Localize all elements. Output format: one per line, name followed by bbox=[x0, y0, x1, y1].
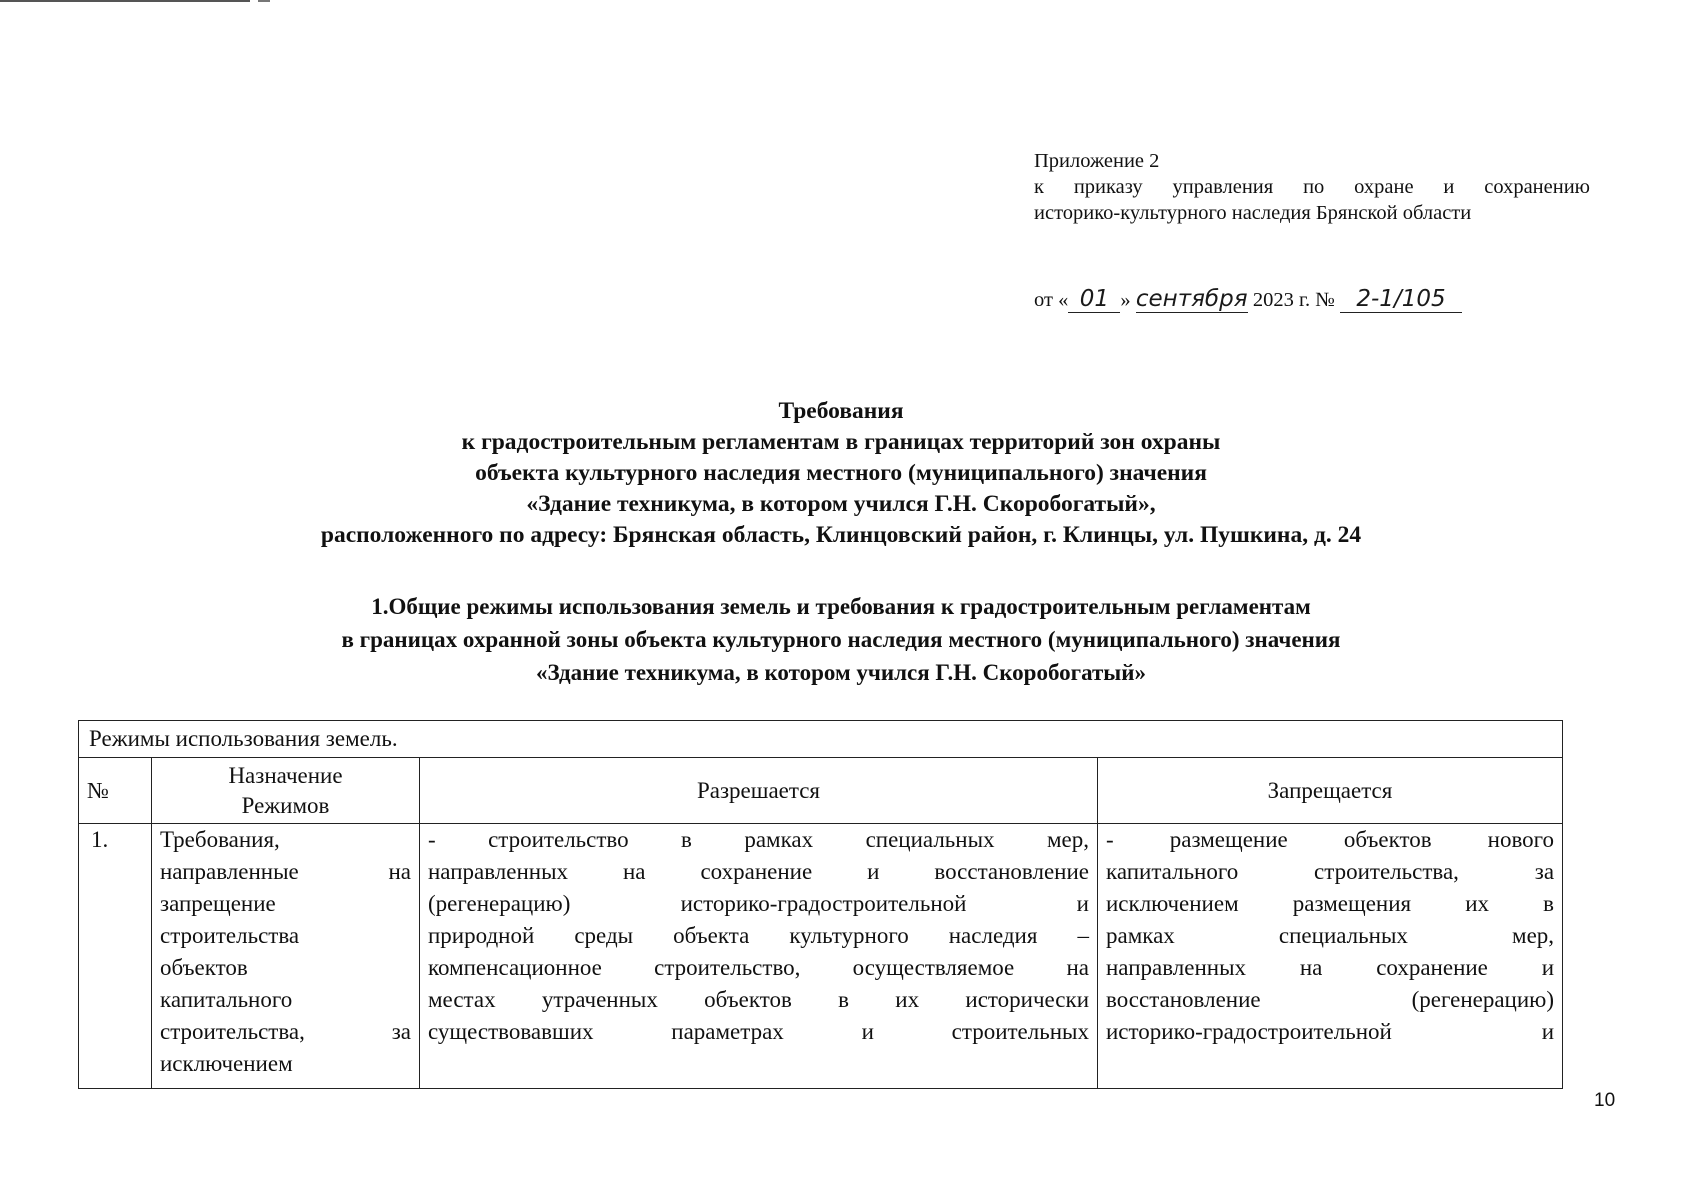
row-purpose bbox=[152, 824, 420, 1089]
title-line-5: расположенного по адресу: Брянская область, Клинцовский район, г. Клинцы, ул. Пушкина, д. 24 bbox=[320, 522, 1362, 548]
header-purpose-line-2: Режимов bbox=[241, 792, 330, 818]
header-forbidden: Запрещается bbox=[1098, 758, 1563, 824]
appendix-title: Приложение 2 bbox=[1034, 150, 1160, 172]
allowed-line: местах утраченных объектов в их исторически bbox=[428, 987, 1089, 1012]
section-line-3: «Здание техникума, в котором учился Г.Н. Скоробогатый» bbox=[535, 660, 1147, 685]
scan-artifact-mark bbox=[258, 0, 270, 2]
allowed-line: компенсационное строительство, осуществляемое на bbox=[428, 955, 1089, 980]
table-caption: Режимы использования земель. bbox=[79, 721, 1563, 758]
section-line-1: 1.Общие режимы использования земель и требования к градостроительным регламентам bbox=[371, 594, 1311, 619]
forbidden-line: капитального строительства, за bbox=[1106, 859, 1555, 884]
purpose-line: объектов bbox=[160, 955, 248, 980]
title-line-4: «Здание техникума, в котором учился Г.Н. Скоробогатый», bbox=[526, 491, 1156, 517]
forbidden-line: - размещение объектов нового bbox=[1106, 827, 1555, 852]
title-line-3: объекта культурного наследия местного (муниципального) значения bbox=[475, 460, 1207, 486]
forbidden-line: восстановление (регенерацию) bbox=[1106, 987, 1555, 1012]
page-number: 10 bbox=[1594, 1090, 1616, 1111]
table-caption-row bbox=[79, 721, 1563, 758]
forbidden-line: историко-градостроительной и bbox=[1106, 1019, 1555, 1044]
row-number: 1. bbox=[79, 824, 152, 1089]
order-year: 2023 г. № bbox=[1252, 289, 1335, 311]
header-purpose bbox=[152, 758, 420, 824]
purpose-line: исключением bbox=[160, 1051, 293, 1076]
document-title bbox=[0, 396, 1682, 551]
purpose-line: капитального bbox=[160, 987, 293, 1012]
appendix-line-3: историко-культурного наследия Брянской области bbox=[1034, 202, 1472, 224]
header-purpose-line-1: Назначение bbox=[228, 762, 343, 788]
appendix-line-2: к приказу управления по охране и сохранению bbox=[1034, 176, 1590, 198]
scan-artifact-line bbox=[0, 0, 250, 2]
purpose-line: Требования, bbox=[160, 827, 280, 852]
title-heading: Требования bbox=[778, 398, 904, 424]
header-number: № bbox=[79, 758, 152, 824]
table-header-row bbox=[79, 758, 1563, 824]
allowed-line: направленных на сохранение и восстановление bbox=[428, 859, 1089, 884]
purpose-line: запрещение bbox=[160, 891, 276, 916]
row-allowed bbox=[420, 824, 1098, 1089]
appendix-block bbox=[1034, 148, 1590, 226]
row-forbidden bbox=[1098, 824, 1563, 1089]
purpose-line: строительства bbox=[160, 923, 300, 948]
order-reference bbox=[1034, 286, 1462, 313]
forbidden-line: исключением размещения их в bbox=[1106, 891, 1555, 916]
purpose-line: направленные на bbox=[160, 859, 411, 884]
allowed-line: (регенерацию) историко-градостроительной и bbox=[428, 891, 1089, 916]
order-day-handwritten: 01 bbox=[1068, 286, 1120, 313]
allowed-line: природной среды объекта культурного наследия – bbox=[428, 923, 1089, 948]
allowed-line: - строительство в рамках специальных мер, bbox=[428, 827, 1089, 852]
table-row bbox=[79, 824, 1563, 1089]
order-prefix: от « bbox=[1034, 289, 1069, 311]
title-line-2: к градостроительным регламентам в границах территорий зон охраны bbox=[461, 429, 1221, 455]
purpose-line: строительства, за bbox=[160, 1019, 411, 1044]
order-month-handwritten: сентября bbox=[1135, 286, 1248, 312]
forbidden-line: рамках специальных мер, bbox=[1106, 923, 1555, 948]
allowed-line: существовавших параметрах и строительных bbox=[428, 1019, 1089, 1044]
order-mid: » bbox=[1120, 289, 1131, 311]
land-use-table bbox=[78, 720, 1563, 1089]
order-number-handwritten: 2-1/105 bbox=[1340, 286, 1462, 313]
section-heading bbox=[0, 590, 1682, 689]
forbidden-line: направленных на сохранение и bbox=[1106, 955, 1555, 980]
header-allowed: Разрешается bbox=[420, 758, 1098, 824]
section-line-2: в границах охранной зоны объекта культурного наследия местного (муниципального) значения bbox=[341, 627, 1341, 652]
